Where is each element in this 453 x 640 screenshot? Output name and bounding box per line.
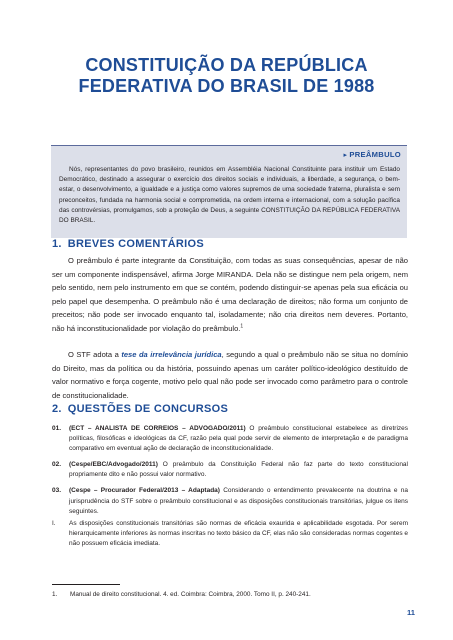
question-number: I. bbox=[52, 519, 56, 527]
chevron-right-icon: ▸ bbox=[343, 152, 348, 159]
preamble-box bbox=[51, 145, 407, 238]
preamble-text: Nós, representantes do povo brasileiro, reunidos em Assembléia Nacional Constituinte para instituir um Estado Democrático, destinado a assegurar o exercício dos direitos sociais e individuais, a liberdade, a segurança, o bem-estar, o desenvolvimento, a igualdade e a justiça como valores supremos de uma sociedade fraterna, pluralista e sem preconceitos, fundada na harmonia social e comprometida, na ordem interna e internacional, com a solução pacífica das controvérsias, promulgamos, sob a proteção de Deus, a seguinte CONSTITUIÇÃO DA REPÚBLICA FEDERATIVA DO BRASIL. bbox=[59, 166, 400, 225]
question-source: (ECT – ANALISTA DE CORREIOS – ADVOGADO/2011) bbox=[69, 425, 246, 432]
page-title bbox=[40, 55, 413, 97]
question-number: 03. bbox=[52, 487, 62, 495]
section-title: BREVES COMENTÁRIOS bbox=[67, 238, 204, 250]
question-text: O preâmbulo constitucional estabelece as diretrizes políticas, filosóficas e ideológicas da CF, razão pela qual pode servir de elemento de interpretação e de paradigma comparativo em eventual ação de declaração de inconstitucionalidade. bbox=[69, 425, 408, 453]
paragraph-text-start: O STF adota a bbox=[68, 350, 122, 359]
section-title: QUESTÕES DE CONCURSOS bbox=[67, 403, 229, 415]
question-number: 02. bbox=[52, 461, 62, 469]
body-paragraph-1 bbox=[52, 254, 408, 336]
footnote-text: Manual de direito constitucional. 4. ed. Coimbra: Coimbra, 2000. Tomo II, p. 240-241. bbox=[70, 591, 311, 598]
footnote-number: 1. bbox=[52, 591, 58, 598]
paragraph-text-end: , segundo a qual o preâmbulo não se situa no domínio do Direito, mas da política ou da história, possuindo apenas um caráter político-ideológico destituído de valor normativo e força cogente, motivo pelo qual não pode ser invocado como parâmetro para o controle de constitucionalidade. bbox=[52, 350, 408, 400]
thesis-emphasis: tese da irrelevância jurídica bbox=[121, 350, 222, 359]
question-text: O preâmbulo da Constituição Federal não faz parte do texto constitucional propriamente dito e não possui valor normativo. bbox=[69, 461, 408, 479]
question-item bbox=[52, 460, 408, 480]
question-source: (Cespe/EBC/Advogado/2011) bbox=[69, 461, 158, 469]
question-text: As disposições constitucionais transitórias são normas de eficácia exaurida e aplicabilidade esgotada. Por serem hierarquicamente inferiores às normas inscritas no texto básico da CF, elas não são consideradas normas cogentes e não possuem eficácia imediata. bbox=[69, 519, 408, 547]
section-number: 1. bbox=[52, 238, 62, 250]
questions-list bbox=[52, 424, 408, 549]
paragraph-text: O preâmbulo é parte integrante da Constituição, com todas as suas consequências, apesar de não ser um componente indispensável, afirma Jorge MIRANDA. Dela não se distingue nem pela origem, nem pelo sentido, nem pelo instrumento em que se contém, podendo distinguir-se apenas pela sua eficácia ou pelo papel que desempenha. O preâmbulo não é uma declaração de direitos; não forma um conjunto de preceitos; não pode ser invocado enquanto tal, isoladamente; não cria direitos nem deveres. Portanto, não há inconstitucionalidade por violação do preâmbulo. bbox=[52, 256, 408, 333]
question-item bbox=[52, 519, 408, 549]
title-line-1: CONSTITUIÇÃO DA REPÚBLICA bbox=[85, 55, 368, 75]
footnote-divider bbox=[52, 584, 120, 585]
page-number: 11 bbox=[406, 608, 415, 617]
question-item bbox=[52, 486, 408, 516]
section-heading-questions bbox=[52, 403, 228, 416]
preamble-tag bbox=[344, 150, 401, 159]
section-number: 2. bbox=[52, 403, 62, 415]
question-text: Considerando o entendimento prevalecente na doutrina e na jurisprudência do STF sobre o preâmbulo constitucional e as disposições constitucionais transitórias, julgue os itens seguintes. bbox=[69, 487, 408, 515]
preamble-tag-label: PREÂMBULO bbox=[349, 150, 401, 159]
question-source: (Cespe – Procurador Federal/2013 – Adaptada) bbox=[69, 487, 220, 495]
footnote bbox=[52, 590, 408, 599]
question-number: 01. bbox=[52, 425, 62, 432]
title-line-2: FEDERATIVA DO BRASIL DE 1988 bbox=[78, 76, 375, 96]
footnote-ref[interactable]: 1 bbox=[240, 323, 244, 330]
question-item bbox=[52, 424, 408, 454]
body-paragraph-2 bbox=[52, 348, 408, 402]
section-heading-comments bbox=[52, 238, 204, 251]
